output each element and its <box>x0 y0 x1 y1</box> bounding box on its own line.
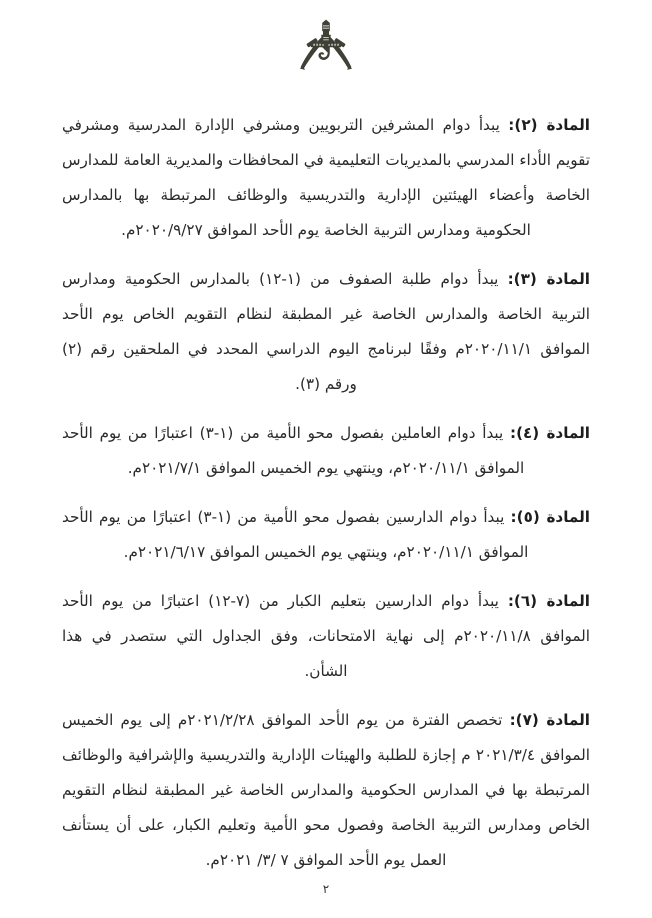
article-label: المادة (٢): <box>508 116 590 134</box>
oman-national-emblem-icon <box>298 19 354 71</box>
article-label: المادة (٥): <box>510 508 591 526</box>
article-label: المادة (٤): <box>510 424 591 442</box>
emblem-container <box>0 14 652 76</box>
article-paragraph <box>62 262 590 402</box>
article-label: المادة (٦): <box>507 592 590 610</box>
article-text: يبدأ دوام العاملين بفصول محو الأمية من (١-٣) اعتبارًا من يوم الأحد الموافق ٢٠٢٠/١١/١م، وينتهي يوم الخميس الموافق ٢٠٢١/٧/١م. <box>62 424 525 477</box>
article-text: تخصص الفترة من يوم الأحد الموافق ٢٠٢١/٢/٢٨م إلى يوم الخميس الموافق ٢٠٢١/٣/٤ م إجازة للطلبة والهيئات الإدارية والتدريسية والإشرافية والوظائف المرتبطة بها في المدارس الحكومية والمدارس الخاصة غير المطبقة لنظام التقويم الخاص ومدارس التربية الخاصة وفصول محو الأمية وتعليم الكبار، على أن يستأنف العمل يوم الأحد الموافق ٧ /٣/ ٢٠٢١م. <box>62 711 590 869</box>
article-paragraph <box>62 500 590 570</box>
article-label: المادة (٣): <box>507 270 591 288</box>
article-paragraph <box>62 108 590 248</box>
article-label: المادة (٧): <box>509 711 590 729</box>
article-text: يبدأ دوام الدارسين بفصول محو الأمية من (١-٣) اعتبارًا من يوم الأحد الموافق ٢٠٢٠/١١/١م، وينتهي يوم الخميس الموافق ٢٠٢١/٦/١٧م. <box>62 508 529 561</box>
article-paragraph <box>62 584 590 689</box>
article-text: يبدأ دوام الدارسين بتعليم الكبار من (٧-١٢) اعتبارًا من يوم الأحد الموافق ٢٠٢٠/١١/٨م إلى نهاية الامتحانات، وفق الجداول التي ستصدر في هذا الشأن. <box>62 592 590 680</box>
article-text: يبدأ دوام المشرفين التربويين ومشرفي الإدارة المدرسية ومشرفي تقويم الأداء المدرسي بالمديريات التعليمية في المحافظات والمديرية العامة للمدارس الخاصة وأعضاء الهيئتين الإدارية والتدريسية والوظائف المرتبطة بها بالمدارس الحكومية ومدارس التربية الخاصة يوم الأحد الموافق ٢٠٢٠/٩/٢٧م. <box>62 116 590 239</box>
document-body <box>62 108 590 878</box>
article-paragraph <box>62 416 590 486</box>
article-text: يبدأ دوام طلبة الصفوف من (١-١٢) بالمدارس الحكومية ومدارس التربية الخاصة والمدارس الخاصة غير المطبقة لنظام التقويم الخاص يوم الأحد الموافق ٢٠٢٠/١١/١م وفقًا لبرنامج اليوم الدراسي المحدد في الملحقين رقم (٢) ورقم (٣). <box>62 270 590 393</box>
article-paragraph <box>62 703 590 878</box>
page-number: ٢ <box>322 882 330 896</box>
